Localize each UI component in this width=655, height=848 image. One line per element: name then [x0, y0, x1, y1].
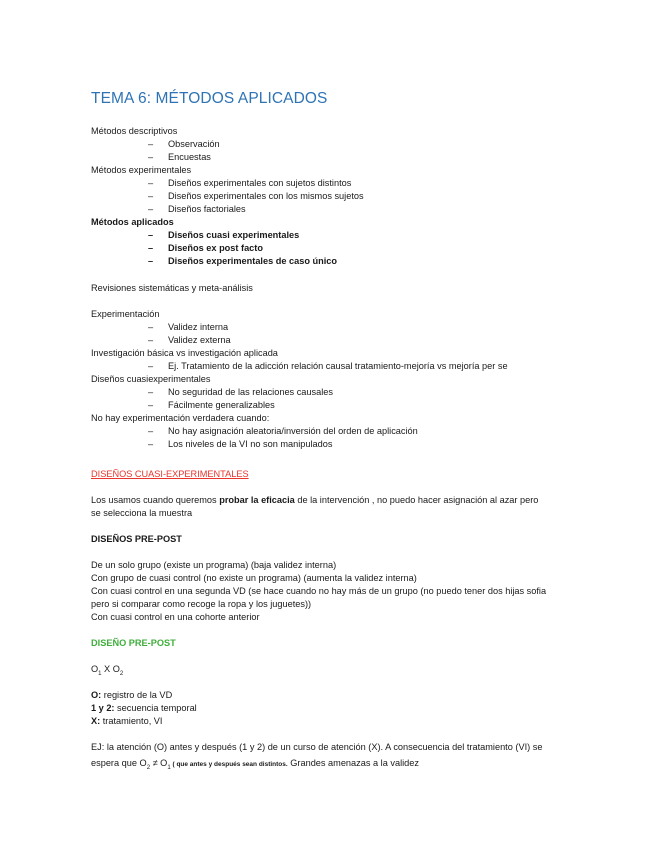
outline-item: – Diseños ex post facto — [148, 243, 263, 253]
cuasi-line: Diseños cuasiexperimentales — [91, 374, 211, 384]
legend-item: O: registro de la VD — [91, 690, 173, 700]
prepost-line: Con cuasi control en una cohorte anterior — [91, 612, 260, 622]
outline-aplicados: Métodos aplicados — [91, 217, 174, 227]
list-item: – No seguridad de las relaciones causales — [148, 387, 333, 397]
outline-item: – Diseños factoriales — [148, 204, 246, 214]
example-line-2: espera que $O_2 \ne O_1$ ( que antes y después sean distintos. Grandes amenazas a la validez — [91, 758, 419, 771]
list-item: – Validez interna — [148, 322, 229, 332]
no-verdadera-line: No hay experimentación verdadera cuando: — [91, 413, 270, 423]
prepost-line: Con cuasi control en una segunda VD (se hace cuando no hay más de un grupo (no puedo tener dos hijas sofia — [91, 586, 547, 596]
outline-descriptivos: Métodos descriptivos — [91, 126, 178, 136]
outline-item: – Diseños experimentales de caso único — [148, 256, 338, 266]
list-item: – No hay asignación aleatoria/inversión del orden de aplicación — [148, 426, 418, 436]
outline-item: – Observación — [148, 139, 220, 149]
legend-item: X: tratamiento, VI — [91, 716, 163, 726]
example-line: EJ: la atención (O) antes y después (1 y 2) de un curso de atención (X). A consecuencia del tratamiento (VI) se — [91, 742, 543, 752]
outline-item: – Diseños experimentales con sujetos distintos — [148, 178, 352, 188]
list-item: – Los niveles de la VI no son manipulados — [148, 439, 333, 449]
usamos-line: Los usamos cuando queremos probar la eficacia de la intervención , no puedo hacer asignación al azar pero — [91, 495, 539, 505]
heading-cuasi-experimentales: DISEÑOS CUASI-EXPERIMENTALES — [91, 469, 249, 479]
heading-disenos-pre-post: DISEÑOS PRE-POST — [91, 534, 182, 544]
revisiones-line: Revisiones sistemáticas y meta-análisis — [91, 283, 253, 293]
prepost-line: pero si comparar como recoge la ropa y los juguetes)) — [91, 599, 312, 609]
outline-item: – Diseños experimentales con los mismos sujetos — [148, 191, 364, 201]
investigacion-line: Investigación básica vs investigación aplicada — [91, 348, 278, 358]
outline-experimentales: Métodos experimentales — [91, 165, 192, 175]
heading-diseno-pre-post: DISEÑO PRE-POST — [91, 638, 176, 648]
formula: $O_1$ X $O_2$ — [91, 664, 124, 677]
prepost-line: Con grupo de cuasi control (no existe un programa) (aumenta la validez interna) — [91, 573, 417, 583]
outline-item: – Diseños cuasi experimentales — [148, 230, 300, 240]
list-item: – Validez externa — [148, 335, 231, 345]
page-title: TEMA 6: MÉTODOS APLICADOS — [91, 90, 328, 107]
legend-item: 1 y 2: secuencia temporal — [91, 703, 197, 713]
outline-item: – Encuestas — [148, 152, 211, 162]
list-item: – Fácilmente generalizables — [148, 400, 275, 410]
usamos-line-2: se selecciona la muestra — [91, 508, 193, 518]
prepost-line: De un solo grupo (existe un programa) (baja validez interna) — [91, 560, 337, 570]
list-item: – Ej. Tratamiento de la adicción relación causal tratamiento-mejoría vs mejoría per se — [148, 361, 508, 371]
experimentacion-line: Experimentación — [91, 309, 160, 319]
